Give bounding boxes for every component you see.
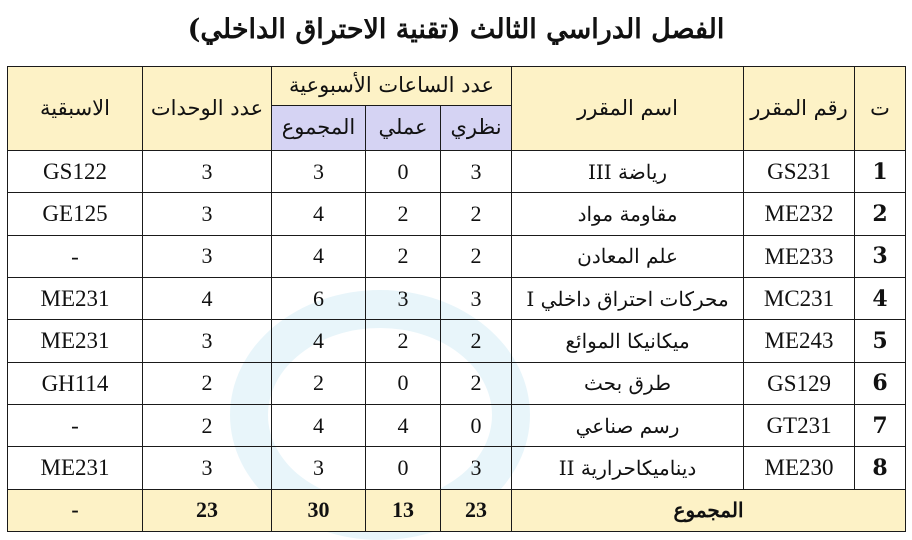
course-name-cell: طرق بحث [512, 362, 744, 404]
course-name-cell: ميكانيكا الموائع [512, 320, 744, 362]
totals-row [8, 489, 906, 531]
header-serial: ت [855, 67, 906, 151]
course-name-cell: رياضة III [512, 151, 744, 193]
header-weekly-hours: عدد الساعات الأسبوعية [272, 67, 512, 106]
theory-cell: 2 [441, 235, 512, 277]
units-cell: 2 [143, 362, 272, 404]
serial-cell: 4 [855, 277, 906, 319]
practical-cell: 2 [366, 320, 441, 362]
table-row [8, 320, 906, 362]
serial-cell: 6 [855, 362, 906, 404]
total-cell: 6 [272, 277, 366, 319]
practical-cell: 0 [366, 151, 441, 193]
units-cell: 3 [143, 447, 272, 489]
table-row [8, 235, 906, 277]
prerequisite-cell: - [8, 235, 143, 277]
header-units: عدد الوحدات [143, 67, 272, 151]
totals-label: المجموع [512, 489, 906, 531]
header-course-name: اسم المقرر [512, 67, 744, 151]
header-row [8, 67, 906, 106]
course-code-cell: ME233 [744, 235, 855, 277]
serial-cell: 7 [855, 404, 906, 446]
practical-cell: 2 [366, 235, 441, 277]
table-row [8, 277, 906, 319]
totals-practical: 13 [366, 489, 441, 531]
practical-cell: 3 [366, 277, 441, 319]
serial-cell: 5 [855, 320, 906, 362]
serial-cell: 2 [855, 193, 906, 235]
course-code-cell: MC231 [744, 277, 855, 319]
header-practical: عملي [366, 106, 441, 151]
totals-theory: 23 [441, 489, 512, 531]
prerequisite-cell: GH114 [8, 362, 143, 404]
total-cell: 4 [272, 193, 366, 235]
theory-cell: 0 [441, 404, 512, 446]
units-cell: 4 [143, 277, 272, 319]
total-cell: 3 [272, 151, 366, 193]
theory-cell: 3 [441, 447, 512, 489]
course-code-cell: ME243 [744, 320, 855, 362]
course-code-cell: ME232 [744, 193, 855, 235]
total-cell: 2 [272, 362, 366, 404]
table-row [8, 404, 906, 446]
theory-cell: 2 [441, 193, 512, 235]
course-code-cell: ME230 [744, 447, 855, 489]
totals-total: 30 [272, 489, 366, 531]
course-name-cell: رسم صناعي [512, 404, 744, 446]
table-row [8, 362, 906, 404]
theory-cell: 2 [441, 362, 512, 404]
serial-cell: 1 [855, 151, 906, 193]
course-code-cell: GT231 [744, 404, 855, 446]
page-title: الفصل الدراسي الثالث (تقنية الاحتراق الداخلي) [187, 14, 725, 45]
header-total: المجموع [272, 106, 366, 151]
course-name-cell: ديناميكاحرارية II [512, 447, 744, 489]
theory-cell: 2 [441, 320, 512, 362]
practical-cell: 0 [366, 362, 441, 404]
totals-units: 23 [143, 489, 272, 531]
prerequisite-cell: GE125 [8, 193, 143, 235]
units-cell: 2 [143, 404, 272, 446]
units-cell: 3 [143, 235, 272, 277]
header-course-code: رقم المقرر [744, 67, 855, 151]
course-name-cell: محركات احتراق داخلي I [512, 277, 744, 319]
practical-cell: 4 [366, 404, 441, 446]
units-cell: 3 [143, 193, 272, 235]
courses-table [7, 66, 906, 532]
practical-cell: 2 [366, 193, 441, 235]
prerequisite-cell: GS122 [8, 151, 143, 193]
theory-cell: 3 [441, 277, 512, 319]
header-theory: نظري [441, 106, 512, 151]
course-code-cell: GS231 [744, 151, 855, 193]
units-cell: 3 [143, 320, 272, 362]
total-cell: 4 [272, 320, 366, 362]
table-row [8, 151, 906, 193]
table-row [8, 447, 906, 489]
header-prerequisite: الاسبقية [8, 67, 143, 151]
serial-cell: 8 [855, 447, 906, 489]
prerequisite-cell: - [8, 404, 143, 446]
prerequisite-cell: ME231 [8, 447, 143, 489]
totals-prerequisite: - [8, 489, 143, 531]
total-cell: 4 [272, 404, 366, 446]
units-cell: 3 [143, 151, 272, 193]
practical-cell: 0 [366, 447, 441, 489]
course-name-cell: علم المعادن [512, 235, 744, 277]
prerequisite-cell: ME231 [8, 320, 143, 362]
total-cell: 3 [272, 447, 366, 489]
course-name-cell: مقاومة مواد [512, 193, 744, 235]
total-cell: 4 [272, 235, 366, 277]
theory-cell: 3 [441, 151, 512, 193]
table-row [8, 193, 906, 235]
course-code-cell: GS129 [744, 362, 855, 404]
serial-cell: 3 [855, 235, 906, 277]
prerequisite-cell: ME231 [8, 277, 143, 319]
